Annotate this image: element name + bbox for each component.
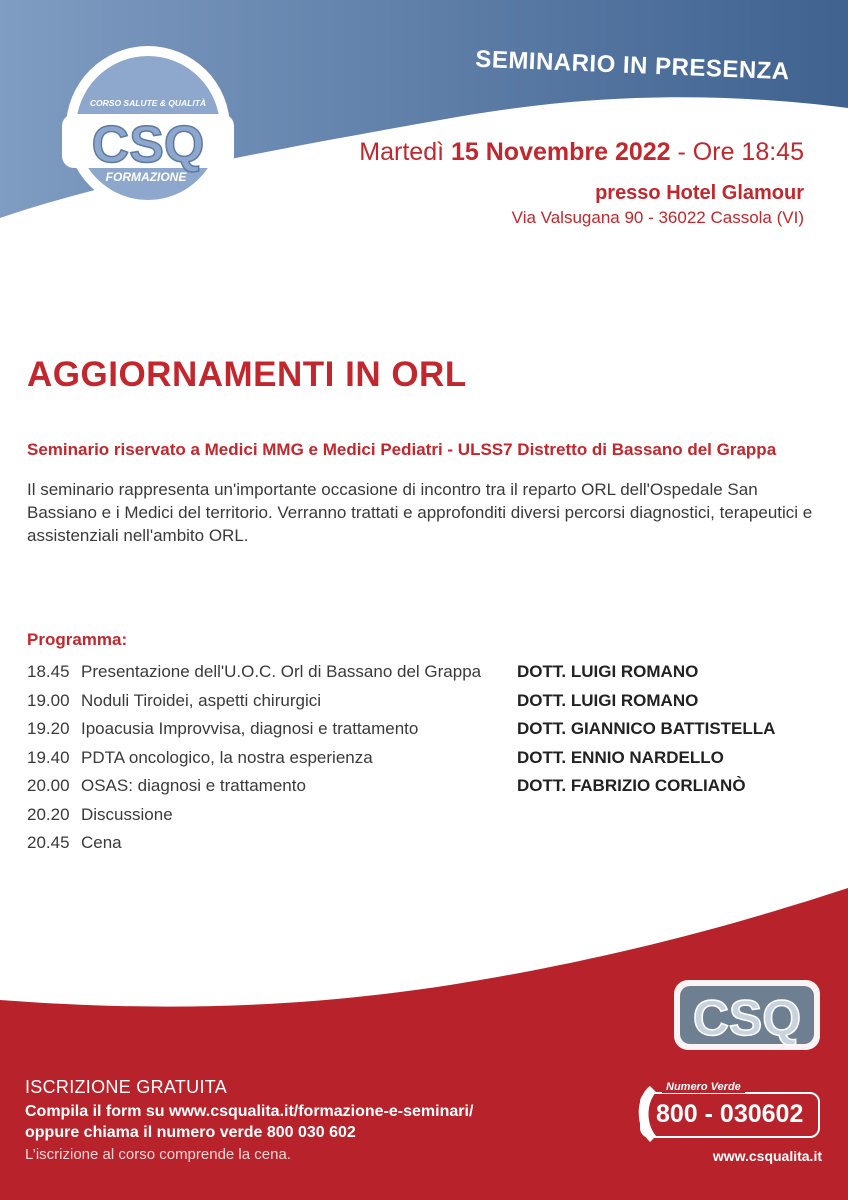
registration-note: L’iscrizione al corso comprende la cena.	[25, 1146, 291, 1163]
website-link[interactable]: www.csqualita.it	[712, 1148, 822, 1164]
page-subtitle: Seminario riservato a Medici MMG e Medici Pediatri - ULSS7 Distretto di Bassano del Grappa	[27, 440, 777, 459]
program-item	[27, 833, 817, 862]
registration-form-link[interactable]: Compila il form su www.csqualita.it/formazione-e-seminari/	[25, 1103, 474, 1120]
logo-bottom-text: FORMAZIONE	[105, 170, 187, 184]
program-item	[27, 662, 817, 691]
program-speaker: DOTT. FABRIZIO CORLIANÒ	[517, 776, 746, 795]
program-speaker: DOTT. LUIGI ROMANO	[517, 662, 699, 681]
page-title: AGGIORNAMENTI IN ORL	[27, 355, 467, 394]
program-time: 19.00	[27, 690, 70, 710]
registration-phone-text: oppure chiama il numero verde 800 030 602	[25, 1124, 356, 1141]
program-time: 18.45	[27, 662, 70, 681]
program-speaker: DOTT. GIANNICO BATTISTELLA	[517, 719, 776, 738]
event-format-banner: SEMINARIO IN PRESENZA	[474, 45, 791, 86]
program-speaker: DOTT. LUIGI ROMANO	[517, 690, 699, 710]
program-topic: Discussione	[81, 804, 173, 824]
logo-main-text: CSQ	[91, 116, 205, 174]
logo-top-text: CORSO SALUTE & QUALITÀ	[89, 98, 207, 108]
toll-free-number[interactable]: 800 - 030602	[656, 1100, 804, 1128]
registration-title: ISCRIZIONE GRATUITA	[25, 1077, 228, 1097]
program-item	[27, 691, 817, 720]
program-time: 19.20	[27, 719, 70, 738]
intro-paragraph: Il seminario rappresenta un'importante occasione di incontro tra il reparto ORL dell'Ospedale San Bassiano e i Medici del territorio. Verranno trattati e approfonditi diversi percorsi diagnostici, terapeutici e assistenziali nell'ambito ORL.	[27, 480, 813, 545]
program-item	[27, 748, 817, 777]
event-venue: presso Hotel Glamour	[595, 182, 804, 204]
program-item	[27, 719, 817, 748]
program-speaker: DOTT. ENNIO NARDELLO	[517, 747, 724, 767]
program-topic: OSAS: diagnosi e trattamento	[81, 776, 306, 795]
event-address: Via Valsugana 90 - 36022 Cassola (VI)	[511, 208, 804, 227]
program-time: 20.45	[27, 833, 70, 852]
event-date: Martedì 15 Novembre 2022 - Ore 18:45	[359, 138, 804, 166]
program-heading: Programma:	[27, 630, 128, 649]
program-item	[27, 776, 817, 805]
program-topic: Cena	[81, 833, 122, 852]
program-topic: PDTA oncologico, la nostra esperienza	[81, 747, 373, 767]
toll-free-label: Numero Verde	[662, 1081, 745, 1093]
program-time: 19.40	[27, 747, 70, 767]
program-item	[27, 805, 817, 834]
csq-footer-logo	[674, 980, 820, 1050]
program-list	[27, 662, 817, 862]
program-topic: Ipoacusia Improvvisa, diagnosi e trattamento	[81, 719, 419, 738]
program-time: 20.00	[27, 776, 70, 795]
program-topic: Presentazione dell'U.O.C. Orl di Bassano del Grappa	[81, 662, 482, 681]
footer-logo-text: CSQ	[692, 990, 802, 1046]
program-time: 20.20	[27, 804, 70, 824]
program-topic: Noduli Tiroidei, aspetti chirurgici	[81, 690, 321, 710]
